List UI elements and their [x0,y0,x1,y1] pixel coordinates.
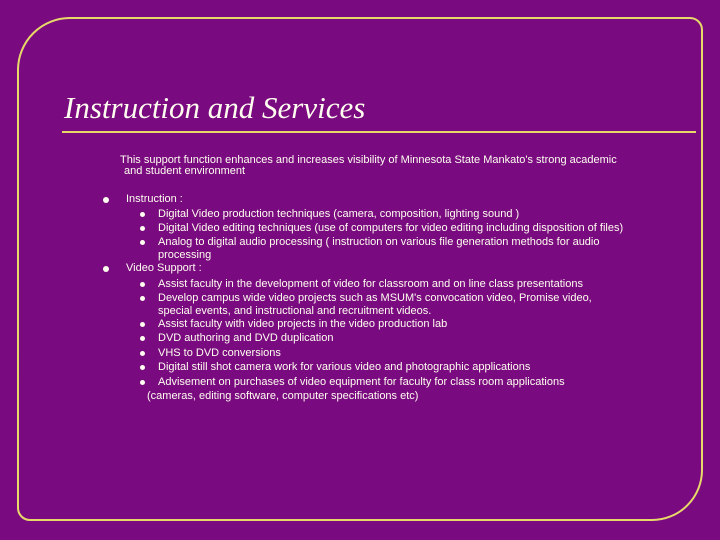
list-item: Analog to digital audio processing ( instruction on various file generation methods for audio [158,236,600,248]
section-heading-video-support: Video Support : [126,262,202,274]
sub-bullet-icon [140,336,145,341]
sub-bullet-icon [140,282,145,287]
list-item-continuation: processing [158,249,212,261]
list-item: Develop campus wide video projects such as MSUM's convocation video, Promise video, [158,292,592,304]
sub-bullet-icon [140,212,145,217]
list-item: Assist faculty in the development of video for classroom and on line class presentations [158,278,583,290]
bullet-icon [103,266,109,272]
list-item: Advisement on purchases of video equipment for faculty for class room applications [158,376,565,388]
list-item-continuation: special events, and instructional and recruitment videos. [158,305,432,317]
list-item: Digital Video editing techniques (use of computers for video editing including disposition of files) [158,222,624,234]
sub-bullet-icon [140,226,145,231]
list-item: DVD authoring and DVD duplication [158,332,334,344]
bullet-icon [103,197,109,203]
sub-bullet-icon [140,380,145,385]
list-item: VHS to DVD conversions [158,347,281,359]
sub-bullet-icon [140,240,145,245]
slide-title: Instruction and Services [64,90,366,125]
intro-line-2: and student environment [124,165,246,177]
intro-line-1: This support function enhances and increases visibility of Minnesota State Mankato's strong academic [120,154,617,166]
section-heading-instruction: Instruction : [126,193,183,205]
list-item: Digital Video production techniques (camera, composition, lighting sound ) [158,208,520,220]
title-divider [62,131,696,133]
sub-bullet-icon [140,322,145,327]
sub-bullet-icon [140,351,145,356]
list-item: Assist faculty with video projects in the video production lab [158,318,448,330]
list-item: Digital still shot camera work for various video and photographic applications [158,361,531,373]
sub-bullet-icon [140,296,145,301]
sub-bullet-icon [140,365,145,370]
list-trailer: (cameras, editing software, computer specifications etc) [147,390,419,402]
